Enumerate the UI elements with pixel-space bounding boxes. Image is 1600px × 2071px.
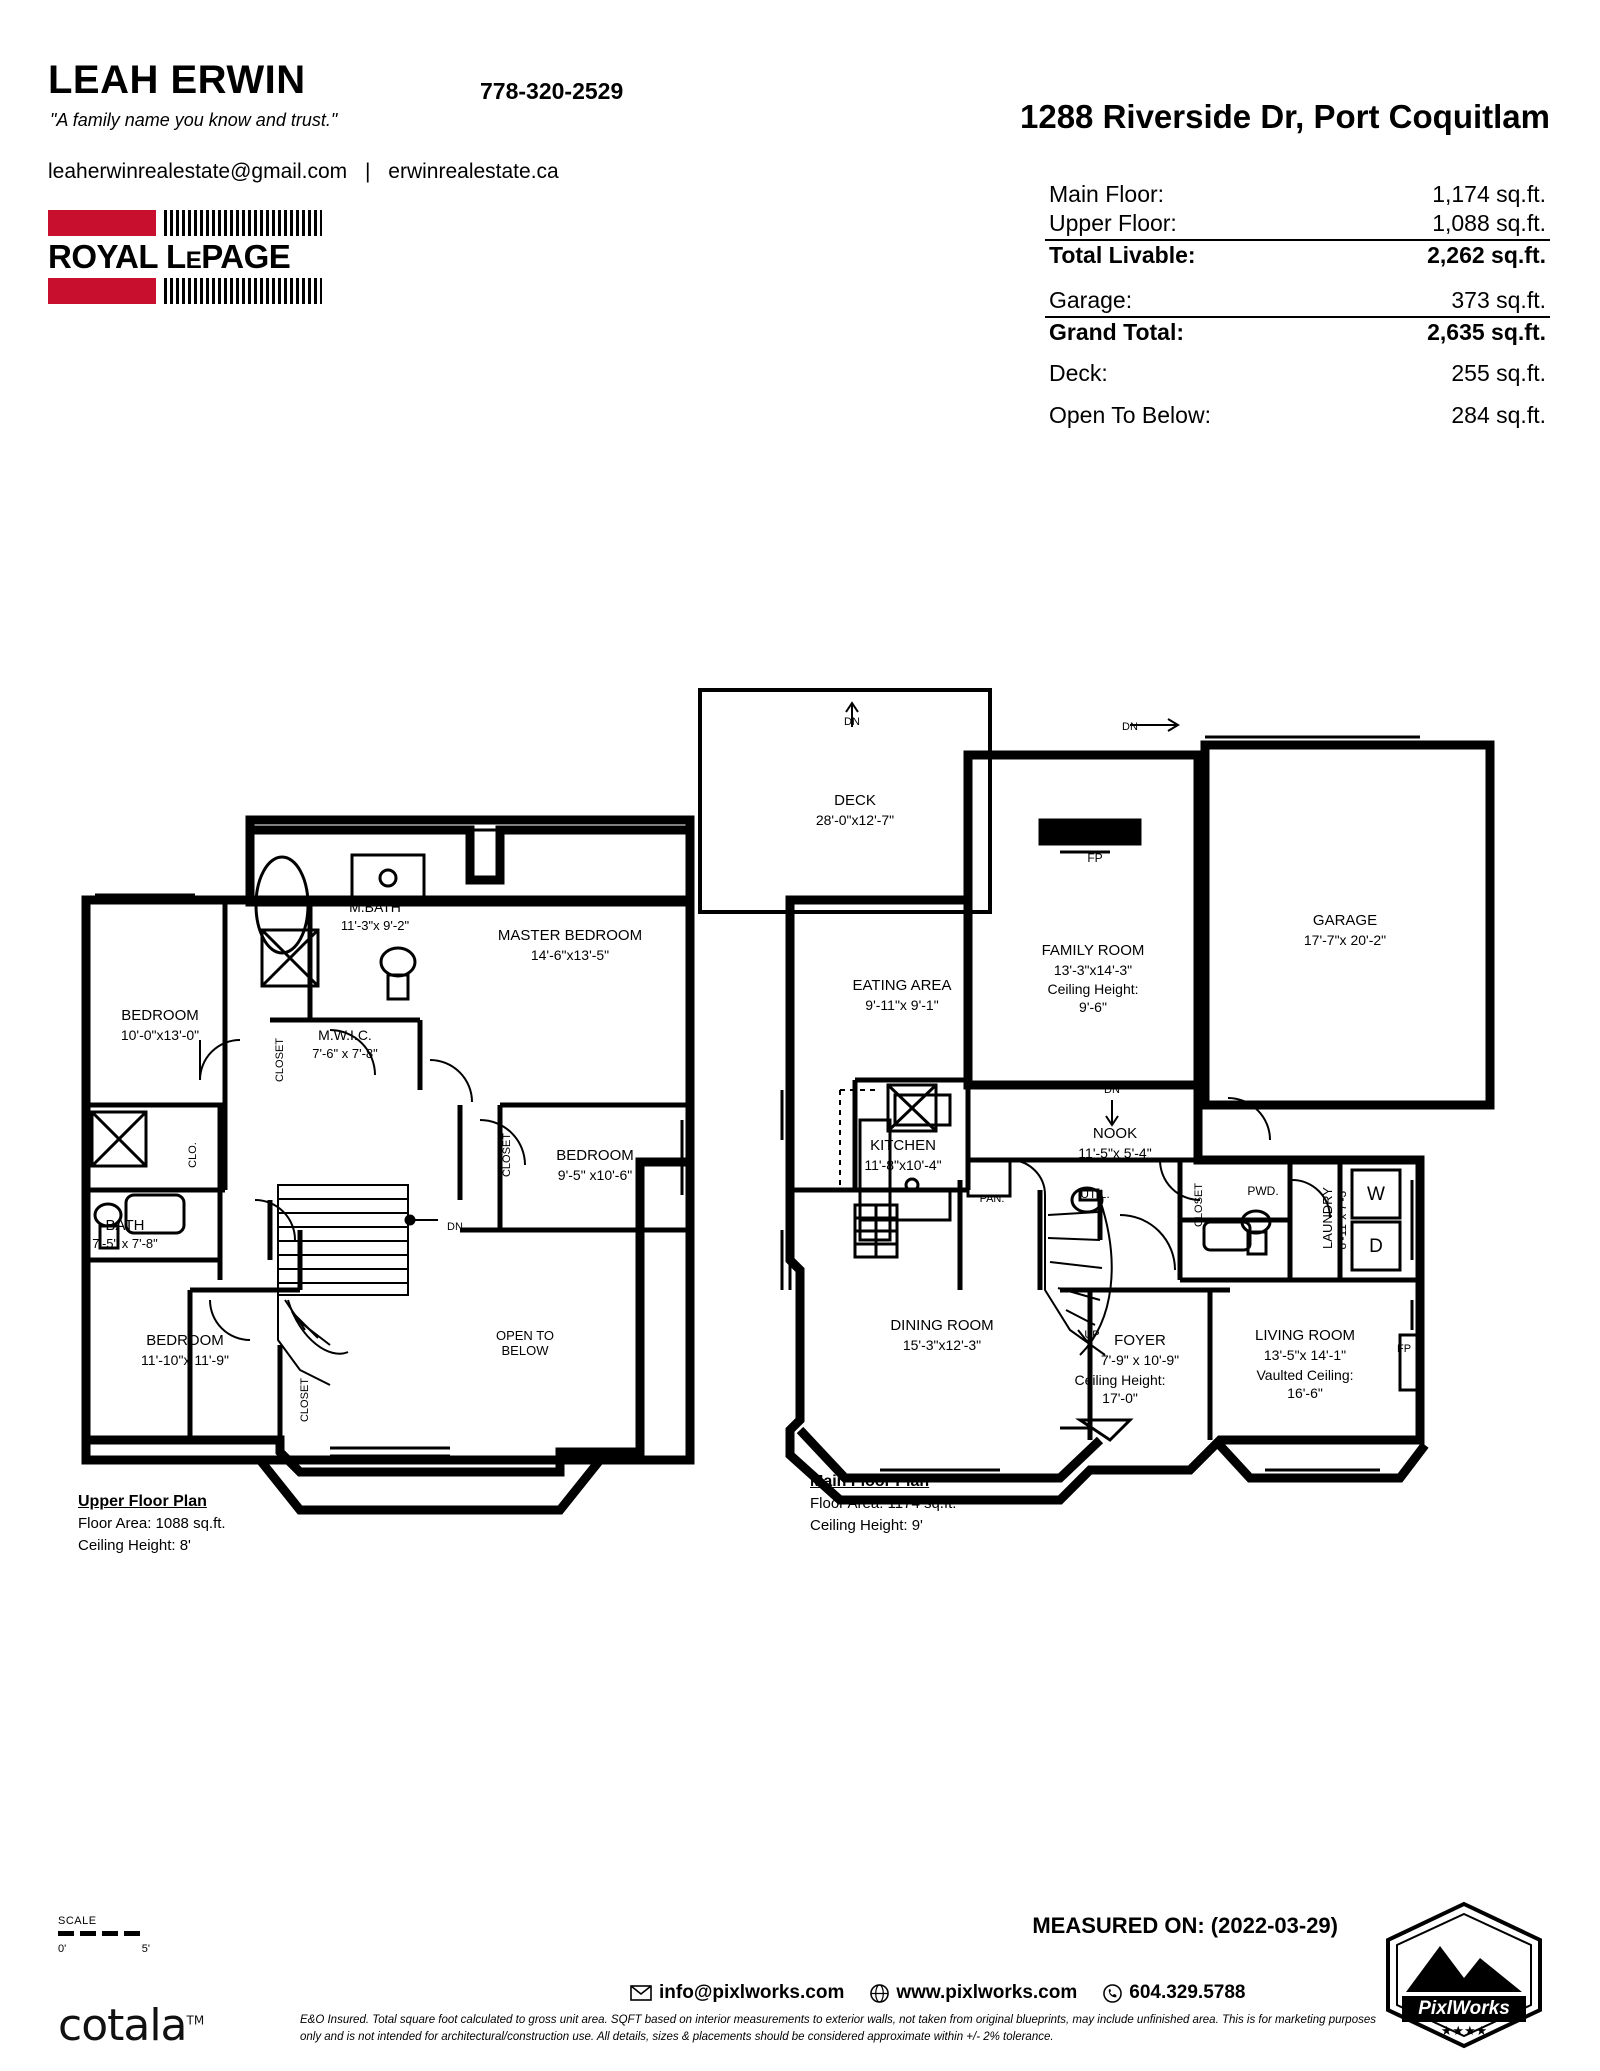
upper-floor-area: Floor Area: 1088 sq.ft. bbox=[78, 1515, 226, 1533]
agent-phone: 778-320-2529 bbox=[480, 78, 624, 104]
logo-word-royal: ROYAL bbox=[48, 238, 158, 275]
direction-markers bbox=[846, 703, 1178, 1125]
svg-text:17'-0": 17'-0" bbox=[1102, 1390, 1138, 1406]
agent-name: LEAH ERWIN bbox=[48, 58, 306, 102]
svg-text:7'-6" x 7'-8": 7'-6" x 7'-8" bbox=[312, 1046, 378, 1061]
agent-tagline: "A family name you know and trust." bbox=[50, 110, 338, 130]
svg-text:UP: UP bbox=[1084, 1329, 1100, 1341]
footer-email: info@pixlworks.com bbox=[659, 1982, 845, 2003]
svg-text:EATING AREA: EATING AREA bbox=[852, 977, 952, 994]
globe-icon bbox=[870, 1984, 889, 2003]
svg-text:BATH: BATH bbox=[105, 1217, 145, 1234]
svg-text:DN: DN bbox=[1122, 721, 1138, 733]
area-summary-table bbox=[1045, 180, 1550, 430]
svg-text:17'-7"x 20'-2": 17'-7"x 20'-2" bbox=[1303, 932, 1387, 948]
area-value: 2,635 sq.ft. bbox=[1427, 318, 1546, 345]
cotala-wordmark: cotala bbox=[58, 2000, 187, 2051]
scale-end: 5' bbox=[141, 1943, 150, 1955]
main-floor-caption-title: Main Floor Plan bbox=[810, 1473, 930, 1490]
svg-text:FOYER: FOYER bbox=[1114, 1332, 1166, 1349]
svg-text:CLOSET: CLOSET bbox=[501, 1132, 513, 1178]
upper-room-labels bbox=[92, 899, 642, 1422]
svg-text:DINING ROOM: DINING ROOM bbox=[890, 1317, 994, 1334]
svg-text:M.BATH: M.BATH bbox=[349, 899, 401, 915]
footer-phone-item[interactable] bbox=[1103, 1982, 1245, 2004]
area-label: Deck: bbox=[1049, 360, 1108, 387]
area-value: 373 sq.ft. bbox=[1451, 287, 1546, 314]
logo-stripes-bottom bbox=[164, 278, 322, 304]
footer-website: www.pixlworks.com bbox=[896, 1982, 1078, 2003]
svg-text:CLO.: CLO. bbox=[187, 1142, 199, 1168]
svg-text:15'-3"x12'-3": 15'-3"x12'-3" bbox=[902, 1337, 982, 1353]
svg-text:PWD.: PWD. bbox=[1247, 1184, 1279, 1198]
svg-text:8'-11"x 7'-3": 8'-11"x 7'-3" bbox=[1335, 1186, 1349, 1250]
svg-text:Ceiling Height:: Ceiling Height: bbox=[1074, 1372, 1166, 1388]
cotala-tm: TM bbox=[186, 2013, 205, 2028]
area-row bbox=[1045, 359, 1550, 388]
disclaimer-text: E&O Insured. Total square foot calculated to gross unit area. SQFT based on interior measurements to exterior walls, not taken from original blueprints, may include unfinished area. This is for marketing purposes only and is not intended for architectural/construction use. All details, sizes & placements should be considered approximate within +/- 2% tolerance. bbox=[300, 2014, 1376, 2043]
measured-on-date: MEASURED ON: (2022-03-29) bbox=[1032, 1913, 1338, 1938]
upper-doors bbox=[200, 1030, 525, 1340]
logo-word-page: PAGE bbox=[201, 238, 291, 275]
logo-wordmark bbox=[48, 238, 290, 276]
svg-text:GARAGE: GARAGE bbox=[1312, 912, 1378, 929]
area-value: 1,174 sq.ft. bbox=[1432, 181, 1546, 207]
svg-text:11'-10"x 11'-9": 11'-10"x 11'-9" bbox=[141, 1352, 229, 1368]
svg-text:13'-5"x 14'-1": 13'-5"x 14'-1" bbox=[1263, 1347, 1347, 1363]
area-row bbox=[1045, 286, 1550, 315]
main-floor-area: Floor Area: 1174 sq.ft. bbox=[810, 1495, 957, 1513]
svg-text:16'-6": 16'-6" bbox=[1287, 1385, 1323, 1401]
scale-bar-graphic bbox=[58, 1929, 150, 1939]
svg-text:LIVING ROOM: LIVING ROOM bbox=[1254, 1327, 1356, 1344]
area-label: Open To Below: bbox=[1049, 401, 1211, 428]
main-room-labels bbox=[816, 716, 1411, 1406]
area-row bbox=[1045, 401, 1550, 430]
svg-text:W: W bbox=[1367, 1184, 1385, 1205]
svg-text:28'-0"x12'-7": 28'-0"x12'-7" bbox=[815, 812, 895, 828]
area-value: 255 sq.ft. bbox=[1451, 360, 1546, 387]
upper-floor-plan-outline bbox=[86, 820, 690, 1510]
svg-text:11'-5"x 5'-4": 11'-5"x 5'-4" bbox=[1078, 1145, 1152, 1161]
scale-start: 0' bbox=[58, 1943, 67, 1955]
logo-stripes-top bbox=[164, 210, 322, 236]
svg-text:FAMILY ROOM: FAMILY ROOM bbox=[1041, 942, 1145, 959]
svg-text:CLOSET: CLOSET bbox=[1193, 1182, 1205, 1228]
logo-red-bar-top bbox=[48, 210, 156, 236]
contact-separator: | bbox=[364, 160, 371, 183]
main-floor-ceiling: Ceiling Height: 9' bbox=[810, 1516, 923, 1534]
svg-text:M.W.I.C.: M.W.I.C. bbox=[318, 1027, 372, 1043]
area-row-total-livable bbox=[1045, 239, 1550, 270]
scale-label: SCALE bbox=[58, 1915, 97, 1927]
svg-text:BEDROOM: BEDROOM bbox=[556, 1147, 634, 1164]
main-doors bbox=[1010, 1098, 1330, 1270]
upper-floor-caption-title: Upper Floor Plan bbox=[78, 1493, 207, 1510]
agent-email: leaherwinrealestate@gmail.com bbox=[48, 160, 348, 183]
footer-website-item[interactable] bbox=[870, 1982, 1077, 2004]
logo-word-l: L bbox=[166, 238, 186, 275]
pixlworks-wordmark: PixlWorks bbox=[1418, 1998, 1510, 2019]
svg-text:BEDROOM: BEDROOM bbox=[121, 1007, 199, 1024]
svg-text:UTIL.: UTIL. bbox=[1080, 1187, 1110, 1201]
agent-website: erwinrealestate.ca bbox=[388, 160, 559, 183]
svg-text:OPEN TO: OPEN TO bbox=[495, 1328, 555, 1343]
area-value: 2,262 sq.ft. bbox=[1427, 241, 1546, 268]
svg-text:PAN.: PAN. bbox=[979, 1193, 1005, 1205]
svg-text:DN: DN bbox=[1104, 1084, 1120, 1096]
upper-windows bbox=[95, 822, 690, 1456]
svg-text:Vaulted Ceiling:: Vaulted Ceiling: bbox=[1256, 1367, 1354, 1383]
svg-text:9'-6": 9'-6" bbox=[1079, 999, 1107, 1015]
phone-icon bbox=[1103, 1984, 1122, 2003]
footer-phone: 604.329.5788 bbox=[1129, 1982, 1246, 2003]
main-interior-walls bbox=[790, 900, 1420, 1440]
main-fixtures bbox=[840, 820, 1422, 1440]
upper-floor-caption bbox=[78, 1490, 226, 1557]
svg-text:Ceiling Height:: Ceiling Height: bbox=[1047, 981, 1139, 997]
svg-text:11'-8"x10'-4": 11'-8"x10'-4" bbox=[864, 1157, 942, 1173]
svg-text:CLOSET: CLOSET bbox=[299, 1377, 311, 1423]
area-label: Main Floor: bbox=[1049, 181, 1165, 207]
area-label: Total Livable: bbox=[1049, 241, 1196, 268]
svg-text:KITCHEN: KITCHEN bbox=[870, 1137, 936, 1154]
area-label: Garage: bbox=[1049, 287, 1133, 314]
main-windows bbox=[782, 737, 1420, 1478]
area-label: Grand Total: bbox=[1049, 318, 1185, 345]
page-title: 1288 Riverside Dr, Port Coquitlam bbox=[1019, 98, 1550, 135]
area-row bbox=[1045, 180, 1550, 209]
logo-word-e: E bbox=[185, 247, 202, 274]
svg-text:9'-11"x 9'-1": 9'-11"x 9'-1" bbox=[865, 997, 939, 1013]
svg-text:10'-0"x13'-0": 10'-0"x13'-0" bbox=[120, 1027, 200, 1043]
area-row-grand-total bbox=[1045, 316, 1550, 347]
svg-text:9'-5" x10'-6": 9'-5" x10'-6" bbox=[557, 1167, 633, 1183]
upper-interior-walls bbox=[86, 900, 690, 1440]
svg-text:DN: DN bbox=[447, 1221, 463, 1233]
svg-text:LAUNDRY: LAUNDRY bbox=[1320, 1187, 1335, 1249]
upper-floor-ceiling: Ceiling Height: 8' bbox=[78, 1536, 191, 1554]
scale-ticks bbox=[58, 1943, 150, 1955]
area-value: 1,088 sq.ft. bbox=[1432, 210, 1546, 237]
svg-text:CLOSET: CLOSET bbox=[274, 1037, 286, 1083]
envelope-icon bbox=[630, 1985, 652, 2001]
area-label: Upper Floor: bbox=[1049, 210, 1177, 237]
svg-text:14'-6"x13'-5": 14'-6"x13'-5" bbox=[530, 947, 610, 963]
svg-text:11'-3"x 9'-2": 11'-3"x 9'-2" bbox=[340, 918, 410, 933]
svg-text:FP: FP bbox=[1396, 1343, 1412, 1355]
svg-text:NOOK: NOOK bbox=[1092, 1125, 1138, 1142]
logo-red-bar-bottom bbox=[48, 278, 156, 304]
footer-email-item[interactable] bbox=[630, 1982, 844, 2004]
agent-contact-line bbox=[48, 160, 559, 184]
svg-text:BELOW: BELOW bbox=[501, 1343, 549, 1358]
main-floor-caption bbox=[810, 1470, 956, 1537]
svg-text:D: D bbox=[1369, 1236, 1383, 1257]
svg-text:DN: DN bbox=[844, 716, 860, 728]
svg-text:MASTER BEDROOM: MASTER BEDROOM bbox=[497, 927, 643, 944]
svg-text:7'-9" x 10'-9": 7'-9" x 10'-9" bbox=[1100, 1352, 1180, 1368]
main-floor-plan-outline bbox=[700, 690, 1490, 1500]
pixlworks-logo bbox=[1380, 1900, 1548, 2050]
svg-text:7'-5" x 7'-8": 7'-5" x 7'-8" bbox=[92, 1236, 158, 1251]
svg-text:FP: FP bbox=[1087, 851, 1103, 865]
pixlworks-stars: ★★★★ bbox=[1440, 2023, 1488, 2038]
area-value: 284 sq.ft. bbox=[1451, 401, 1546, 428]
royal-lepage-logo bbox=[48, 210, 323, 305]
svg-text:13'-3"x14'-3": 13'-3"x14'-3" bbox=[1053, 962, 1133, 978]
svg-text:BEDROOM: BEDROOM bbox=[146, 1332, 224, 1349]
footer-contact bbox=[630, 1982, 1261, 2004]
scale-bar bbox=[58, 1915, 150, 1955]
svg-text:DECK: DECK bbox=[834, 792, 876, 809]
area-row bbox=[1045, 209, 1550, 238]
upper-fixtures bbox=[92, 855, 438, 1385]
cotala-logo bbox=[58, 2000, 204, 2051]
